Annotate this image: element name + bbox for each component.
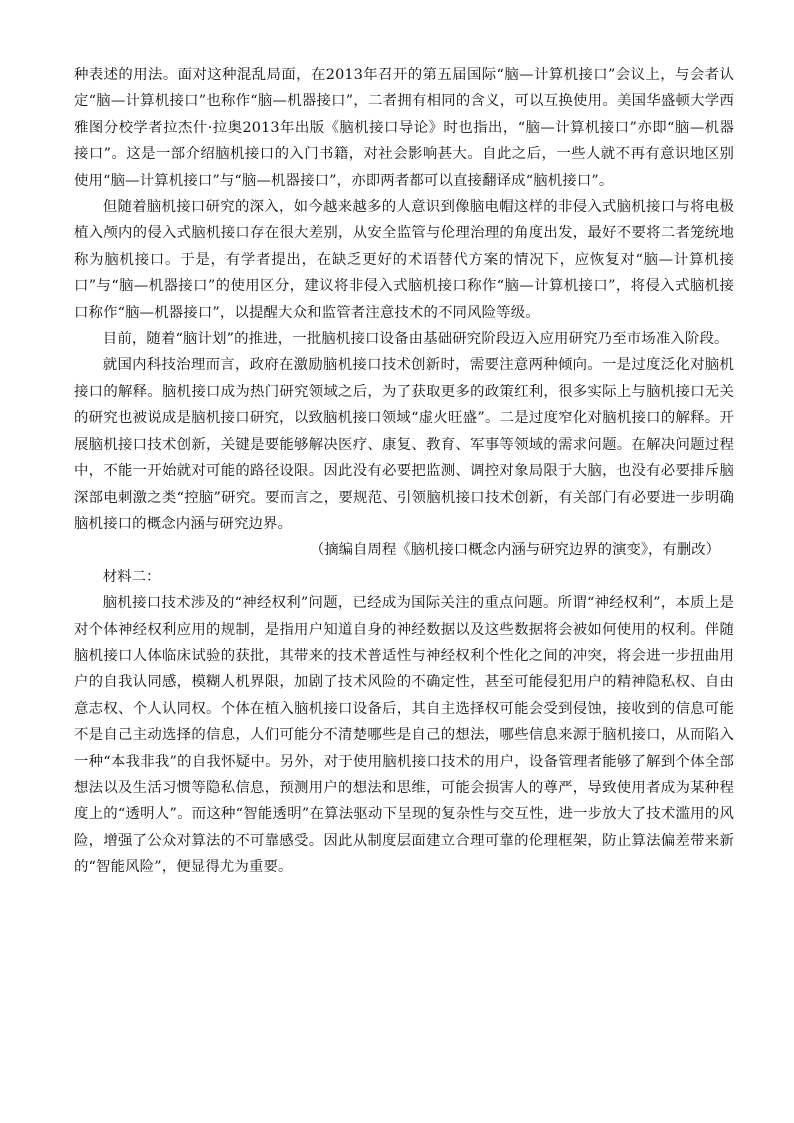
paragraph-1: 种表述的用法。面对这种混乱局面，在2013年召开的第五届国际“脑—计算机接口”会议上，与会者认定“脑—计算机接口”也称作“脑—机器接口”，二者拥有相同的含义，可以互换使用。美国华盛顿大学西雅图分校学者拉杰什·拉奥2013年出版《脑机接口导论》时也指出，“脑—计算机接口”亦即“脑—机器接口”。这是一部介绍脑机接口的入门书籍，对社会影响甚大。自此之后，一些人就不再有意识地区别使用“脑—计算机接口”与“脑—机器接口”，亦即两者都可以直接翻译成“脑机接口”。 bbox=[74, 67, 734, 189]
document-page bbox=[74, 62, 734, 881]
paragraph-2: 但随着脑机接口研究的深入，如今越来越多的人意识到像脑电帽这样的非侵入式脑机接口与将电极植入颅内的侵入式脑机接口存在很大差别，从安全监管与伦理治理的角度出发，最好不要将二者笼统地称为脑机接口。于是，有学者提出，在缺乏更好的术语替代方案的情况下，应恢复对“脑—计算机接口”与“脑—机器接口”的使用区分，建议将非侵入式脑机接口称作“脑—计算机接口”，将侵入式脑机接口称作“脑—机器接口”，以提醒大众和监管者注意技术的不同风险等级。 bbox=[74, 199, 734, 321]
paragraph-material-2: 脑机接口技术涉及的“神经权利”问题，已经成为国际关注的重点问题。所谓“神经权利”，本质上是对个体神经权利应用的规制，是指用户知道自身的神经数据以及这些数据将会被如何使用的权利。伴随脑机接口人体临床试验的获批，其带来的技术普适性与神经权利个性化之间的冲突，将会进一步扭曲用户的自我认同感，模糊人机界限，加剧了技术风险的不确定性，甚至可能侵犯用户的精神隐私权、自由意志权、个人认同权。个体在植入脑机接口设备后，其自主选择权可能会受到侵蚀，接收到的信息可能不是自己主动选择的信息，人们可能分不清楚哪些是自己的想法，哪些信息来源于脑机接口，从而陷入一种“本我非我”的自我怀疑中。另外，对于使用脑机接口技术的用户，设备管理者能够了解到个体全部想法以及生活习惯等隐私信息，预测用户的想法和思维，可能会损害人的尊严，导致使用者成为某种程度上的“透明人”。而这种“智能透明”在算法驱动下呈现的复杂性与交互性，进一步放大了技术滥用的风险，增强了公众对算法的不可靠感受。因此从制度层面建立合理可靠的伦理框架，防止算法偏差带来新的“智能风险”，便显得尤为重要。 bbox=[74, 595, 734, 876]
source-citation: （摘编自周程《脑机接口概念内涵与研究边界的演变》，有删改） bbox=[309, 542, 720, 559]
paragraph-3: 目前，随着“脑计划”的推进，一批脑机接口设备由基础研究阶段迈入应用研究乃至市场准入阶段。 bbox=[102, 331, 729, 348]
paragraph-4: 就国内科技治理而言，政府在激励脑机接口技术创新时，需要注意两种倾向。一是过度泛化对脑机接口的解释。脑机接口成为热门研究领域之后，为了获取更多的政策红利，很多实际上与脑机接口无关的研究也被说成是脑机接口研究，以致脑机接口领域“虚火旺盛”。二是过度窄化对脑机接口的解释。开展脑机接口技术创新，关键是要能够解决医疗、康复、教育、军事等领域的需求问题。在解决问题过程中，不能一开始就对可能的路径设限。因此没有必要把监测、调控对象局限于大脑，也没有必要排斥脑深部电刺激之类“控脑”研究。要而言之，要规范、引领脑机接口技术创新，有关部门有必要进一步明确脑机接口的概念内涵与研究边界。 bbox=[74, 357, 734, 532]
section-heading-material-2: 材料二： bbox=[102, 568, 161, 585]
